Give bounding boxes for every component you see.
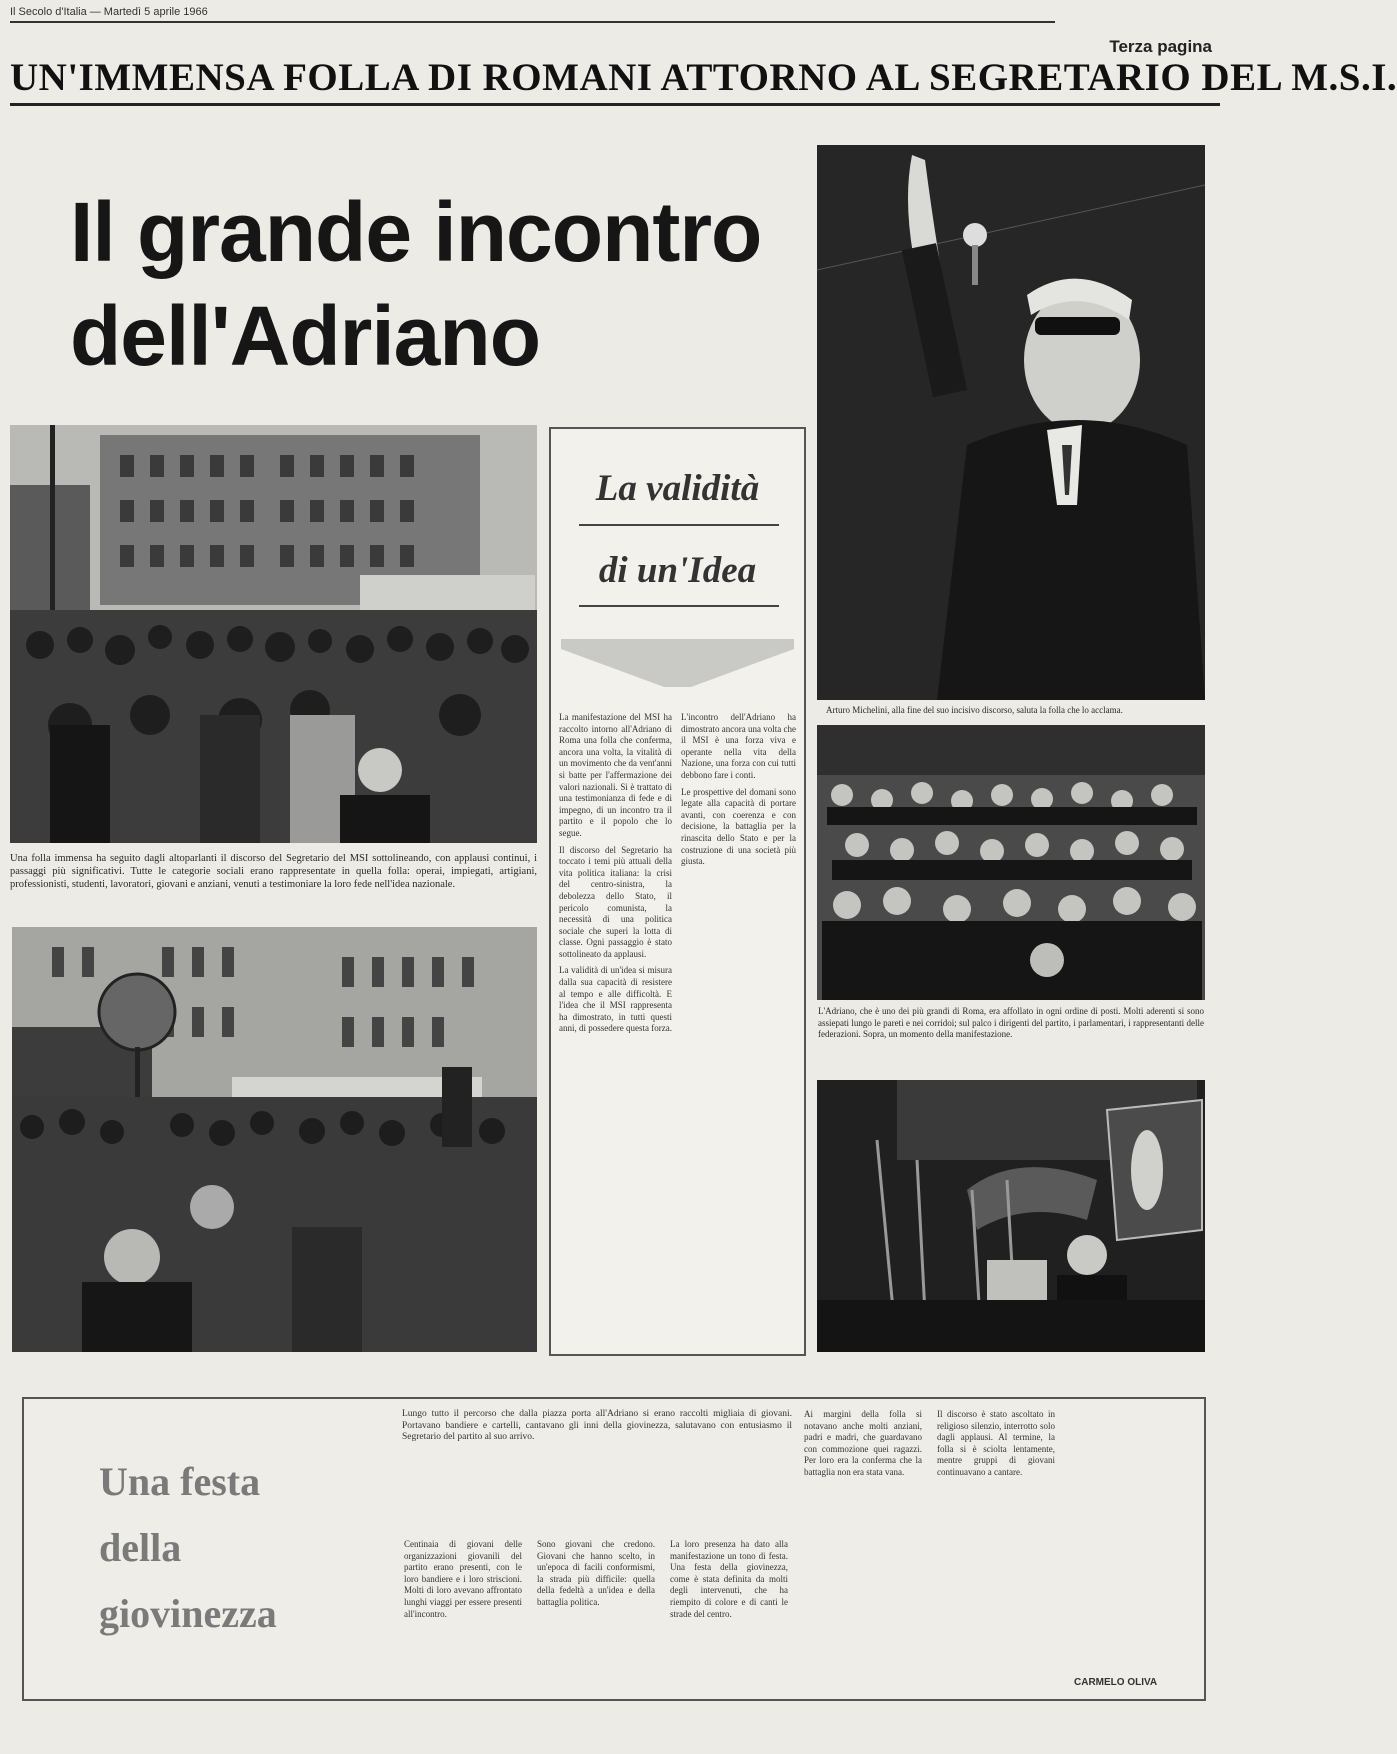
audience-photo	[817, 725, 1205, 1000]
section-label: Terza pagina	[1109, 37, 1212, 56]
headline-line-2: dell'Adriano	[70, 289, 541, 383]
feature-column-5-text: Il discorso è stato ascoltato in religioso silenzio, interrotto solo dagli applausi. Al termine, la folla si è sciolta lentamente, mentre gruppi di giovani continuavano a cantare.	[937, 1409, 1055, 1477]
editorial-column-2	[681, 712, 796, 1342]
editorial-paragraph: La validità di un'idea si misura dalla sua capacità di resistere al tempo e alle difficoltà. E l'idea che il MSI rappresenta ha dimostrato, in tutti questi anni, di possedere questa forza.	[559, 965, 672, 1034]
feature-title-line-2: della	[99, 1525, 182, 1570]
feature-column-4: Ai margini della folla si notavano anche molti anziani, padri e madri, che guardavano con commozione quei ragazzi. Per loro era la conferma che la battaglia non era stata vana.	[804, 1409, 922, 1477]
feature-column-1: Centinaia di giovani delle organizzazioni giovanili del partito erano presenti, con le loro bandiere e i loro striscioni. Molti di loro avevano affrontato lunghi viaggi per essere presenti all'incontro.	[404, 1539, 522, 1619]
crowd-photo-top	[10, 425, 537, 843]
banner-headline: UN'IMMENSA FOLLA DI ROMANI ATTORNO AL SEGRETARIO DEL M.S.I.	[10, 56, 1397, 99]
masthead-date-line: Il Secolo d'Italia — Martedì 5 aprile 1966	[10, 6, 208, 18]
main-headline	[70, 180, 790, 388]
editorial-column-1	[559, 712, 672, 1342]
editorial-title-line-1: La validità	[595, 468, 760, 509]
header-rule	[10, 21, 1055, 23]
author-signature: CARMELO OLIVA	[1074, 1677, 1158, 1688]
feature-column-3: La loro presenza ha dato alla manifestazione un tono di festa. Una festa della giovinezza, come è stata definita da molti degli intervenuti, che ha riempito di colore e di canti le strade del centro.	[670, 1539, 788, 1619]
editorial-wedge-ornament	[561, 639, 794, 695]
feature-box	[22, 1397, 1206, 1701]
editorial-title-line-2: di un'Idea	[598, 550, 757, 591]
banners-photo	[817, 1080, 1205, 1352]
michelini-photo-caption: Arturo Michelini, alla fine del suo incisivo discorso, saluta la folla che lo acclama.	[826, 705, 1123, 715]
editorial-paragraph: Le prospettive del domani sono legate alla capacità di portare avanti, con coerenza e con decisione, la battaglia per la rinascita dello Stato e per la costruzione di una società più giusta.	[681, 786, 796, 867]
audience-photo-caption: L'Adriano, che è uno dei più grandi di Roma, era affollato in ogni ordine di posti. Molti aderenti si sono assiepati lungo le pareti e nei corridoi; sul palco i dirigenti del partito, i parlamentari, i rappresentanti delle federazioni. Sopra, un momento della manifestazione.	[818, 1006, 1204, 1039]
feature-column-5	[937, 1409, 1055, 1689]
feature-title	[99, 1449, 399, 1647]
feature-column-2: Sono giovani che credono. Giovani che hanno scelto, in un'epoca di facili conformismi, la strada più difficile: quella della fedeltà a un'idea e della battaglia politica.	[537, 1539, 655, 1607]
editorial-rule-2	[579, 605, 779, 607]
banner-rule	[10, 103, 1220, 106]
feature-title-line-1: Una festa	[99, 1459, 261, 1504]
crowd-photo-bottom	[12, 927, 537, 1352]
feature-intro: Lungo tutto il percorso che dalla piazza porta all'Adriano si erano raccolti migliaia di giovani. Portavano bandiere e cartelli, cantavano gli inni della giovinezza, salutavano con entusiasmo il Segretario del partito al suo arrivo.	[402, 1409, 792, 1443]
editorial-paragraph: L'incontro dell'Adriano ha dimostrato ancora una volta che il MSI è una forza viva e operante nella vita della Nazione, una forza con cui tutti debbono fare i conti.	[681, 712, 796, 780]
editorial-paragraph: Il discorso del Segretario ha toccato i temi più attuali della vita politica italiana: la crisi del centro-sinistra, la debolezza dello Stato, il pericolo comunista, la necessità di una politica sociale che superi la lotta di classe. Ogni passaggio è stato sottolineato da applausi.	[559, 844, 672, 959]
editorial-box	[549, 427, 806, 1356]
feature-title-line-3: giovinezza	[99, 1591, 277, 1636]
editorial-rule-1	[579, 524, 779, 526]
michelini-photo	[817, 145, 1205, 700]
editorial-paragraph: La manifestazione del MSI ha raccolto intorno all'Adriano di Roma una folla che conferma, ancora una volta, la vitalità di un movimento che da vent'anni si batte per l'affermazione dei valori nazionali. Si è trattato di una testimonianza di fede e di impegno, di un incontro tra il partito e il popolo che lo segue.	[559, 712, 672, 838]
headline-line-1: Il grande incontro	[70, 185, 762, 279]
crowd-photo-caption: Una folla immensa ha seguito dagli altoparlanti il discorso del Segretario del MSI sottolineando, con applausi continui, i passaggi più significativi. Tutte le categorie sociali erano rappresentate in quella folla: operai, impiegati, artigiani, professionisti, studenti, lavoratori, giovani e anziani, venuti a testimoniare la loro fede nell'idea nazionale.	[10, 853, 537, 890]
